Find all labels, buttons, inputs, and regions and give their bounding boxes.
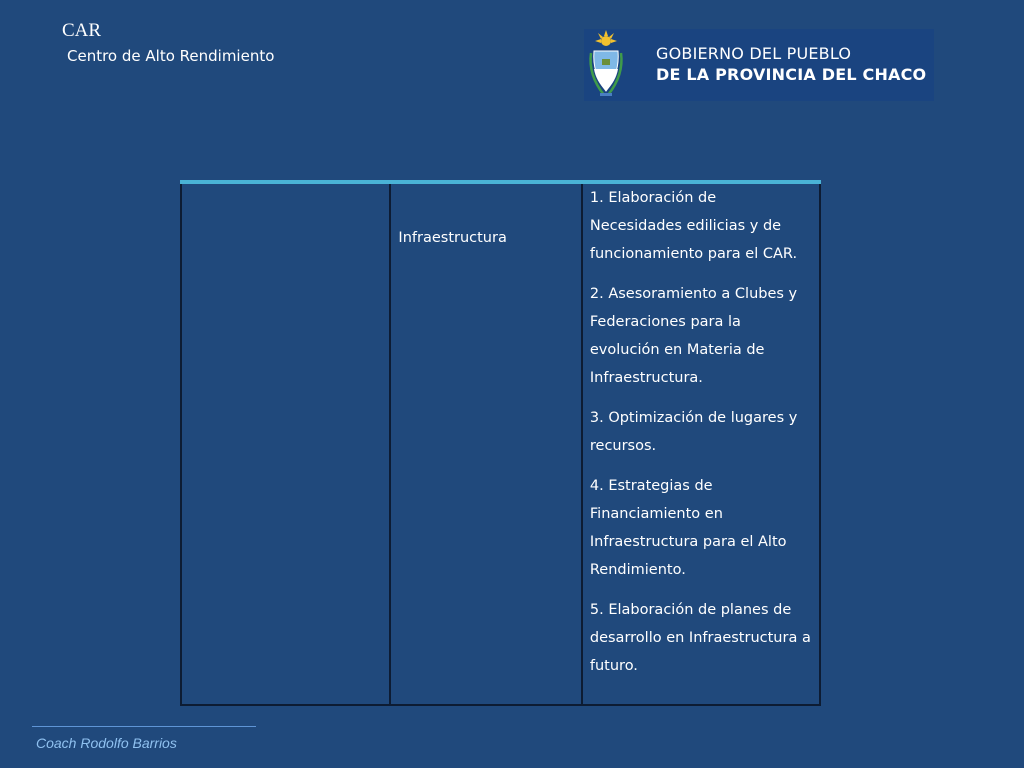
task-item: 1. Elaboración de Necesidades edilicias y de funcionamiento para el CAR. (589, 190, 798, 262)
slide-title: CAR (62, 20, 102, 41)
table-cell-empty (181, 182, 390, 705)
logo-text-line2: DE LA PROVINCIA DEL CHACO (656, 65, 927, 84)
logo-text-line1: GOBIERNO DEL PUEBLO (656, 44, 852, 63)
area-label: Infraestructura (398, 230, 507, 246)
slide-subtitle: Centro de Alto Rendimiento (67, 47, 275, 65)
task-item: 3. Optimización de lugares y recursos. (589, 410, 798, 454)
table-cell-tasks (582, 182, 820, 705)
task-item: 2. Asesoramiento a Clubes y Federaciones para la evolución en Materia de Infraestructura. (589, 286, 798, 386)
task-item: 5. Elaboración de planes de desarrollo en Infraestructura a futuro. (589, 602, 811, 674)
government-logo (584, 29, 934, 101)
table-cell-area (390, 182, 581, 705)
footer-divider (32, 726, 256, 727)
table-row (181, 182, 820, 705)
infraestructura-table (180, 180, 821, 706)
footer-credit: Coach Rodolfo Barrios (36, 735, 177, 751)
task-item: 4. Estrategias de Financiamiento en Infraestructura para el Alto Rendimiento. (589, 478, 787, 578)
provincial-coat-of-arms-icon (584, 29, 626, 101)
